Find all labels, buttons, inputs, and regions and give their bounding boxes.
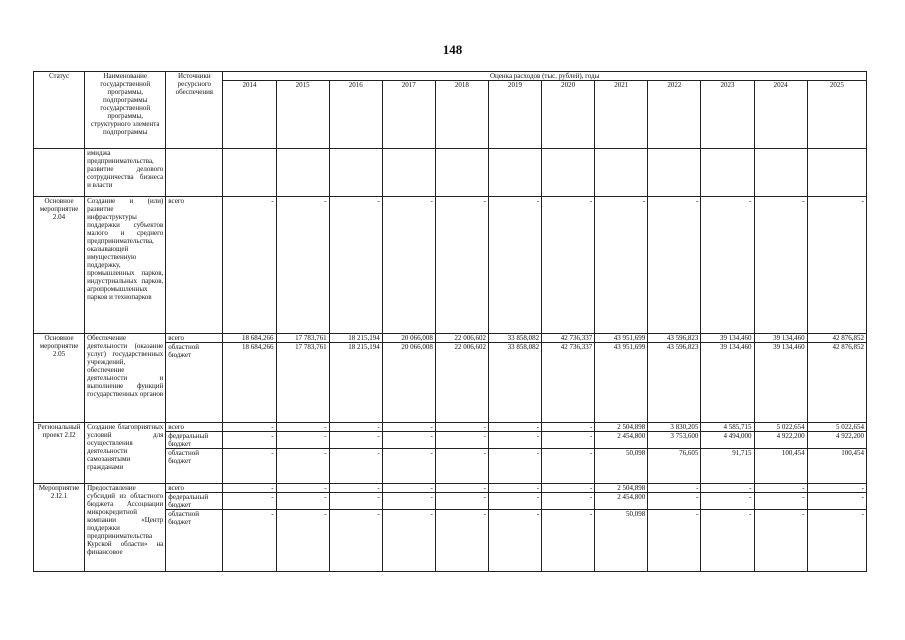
value-cell: 100,454 [754,449,807,484]
value-cell: - [435,197,488,334]
value-cell: 17 783,761 [276,343,329,423]
value-cell: - [701,484,754,493]
header-year: 2021 [595,81,648,149]
value-cell: 50,098 [595,510,648,572]
header-year: 2023 [701,81,754,149]
value-cell: - [276,493,329,510]
value-cell: - [807,484,866,493]
value-cell: - [807,493,866,510]
value-cell: - [276,432,329,449]
value-cell: 4 494,000 [701,432,754,449]
header-row-1 [34,72,867,81]
value-cell: - [595,197,648,334]
value-cell: 22 006,602 [435,343,488,423]
value-cell: - [382,423,435,432]
header-status: Статус [34,72,85,149]
header-year: 2024 [754,81,807,149]
table-row [34,423,867,432]
row-name: Обеспечение деятельности (оказание услуг) государственных учреждений, обеспечение деятельности и выполнение функций государственных органов [85,334,166,423]
row-name: имиджа предпринимательства, развитие делового сотрудничества бизнеса и власти [85,149,166,197]
value-cell: - [223,493,276,510]
value-cell: 5 022,654 [754,423,807,432]
value-cell: - [276,510,329,572]
value-cell: - [648,484,701,493]
row-name: Предоставление субсидий из областного бюджета Ассоциации микрокредитной компании «Центр поддержки предпринимательства Курской области» на финансовое [85,484,166,572]
value-cell: - [382,449,435,484]
value-cell: - [223,197,276,334]
value-cell: - [435,449,488,484]
value-cell: 18 684,266 [223,334,276,343]
value-cell: 39 134,460 [754,343,807,423]
value-cell: - [488,484,541,493]
value-cell: 2 504,898 [595,423,648,432]
value-cell: 43 951,699 [595,334,648,343]
value-cell: - [329,423,382,432]
value-cell: - [542,510,595,572]
value-cell: - [488,197,541,334]
value-cell: 43 596,823 [648,334,701,343]
value-cell: - [542,197,595,334]
row-source: федеральный бюджет [166,493,223,510]
value-cell: - [329,484,382,493]
value-cell: 33 858,082 [488,343,541,423]
value-cell: - [648,493,701,510]
value-cell: - [435,510,488,572]
value-cell: - [701,493,754,510]
value-cell: 42 736,337 [542,334,595,343]
value-cell: 18 215,194 [329,334,382,343]
value-cell: 20 066,008 [382,343,435,423]
value-cell: - [542,449,595,484]
value-cell: - [435,432,488,449]
row-name: Создание благоприятных условий для осуществления деятельности самозанятыми гражданами [85,423,166,484]
header-year: 2018 [435,81,488,149]
value-cell: 2 454,800 [595,432,648,449]
value-cell: - [382,484,435,493]
value-cell: 43 951,699 [595,343,648,423]
value-cell: - [382,197,435,334]
table-row [34,197,867,334]
value-cell: - [542,493,595,510]
value-cell: 4 922,200 [754,432,807,449]
value-cell: - [488,432,541,449]
row-source: федеральный бюджет [166,432,223,449]
value-cell: 42 876,852 [807,343,866,423]
value-cell: - [329,197,382,334]
value-cell: - [754,484,807,493]
value-cell: 2 454,800 [595,493,648,510]
value-cell: - [276,449,329,484]
value-cell: - [382,493,435,510]
row-source: областной бюджет [166,449,223,484]
value-cell: 39 134,460 [754,334,807,343]
value-cell: - [754,197,807,334]
row-source: всего [166,423,223,432]
header-year: 2016 [329,81,382,149]
value-cell: - [329,449,382,484]
header-name: Наименование государственной программы, подпрограммы государственной программы, структурного элемента подпрограммы [85,72,166,149]
value-cell: 4 922,200 [807,432,866,449]
value-cell: - [488,423,541,432]
row-status: Основное мероприятие 2.04 [34,197,85,334]
header-estimate: Оценка расходов (тыс. рублей), годы [223,72,867,81]
row-status [34,149,85,197]
value-cell: - [701,197,754,334]
row-name: Создание и (или) развитие инфраструктуры поддержки субъектов малого и среднего предпринимательства, оказывающей имущественную поддержку, промышленных парков, индустриальных парков, агропромышленных парков и технопарков [85,197,166,334]
value-cell: 2 504,898 [595,484,648,493]
value-cell: 76,605 [648,449,701,484]
header-year: 2019 [488,81,541,149]
value-cell: - [542,423,595,432]
value-cell: 91,715 [701,449,754,484]
value-cell: - [435,493,488,510]
row-status: Основное мероприятие 2.05 [34,334,85,423]
row-source: областной бюджет [166,343,223,423]
value-cell: 50,098 [595,449,648,484]
value-cell: - [807,197,866,334]
value-cell: 39 134,460 [701,343,754,423]
value-cell: 43 596,823 [648,343,701,423]
value-cell: 17 783,761 [276,334,329,343]
row-source: всего [166,484,223,493]
value-cell: 18 215,194 [329,343,382,423]
table-row [34,484,867,493]
value-cell: - [754,493,807,510]
value-cell: 3 753,600 [648,432,701,449]
value-cell: - [382,432,435,449]
value-cell: 39 134,460 [701,334,754,343]
value-cell: - [223,510,276,572]
value-cell: - [648,197,701,334]
header-sources: Источники ресурсного обеспечения [166,72,223,149]
value-cell: - [542,432,595,449]
value-cell: - [435,484,488,493]
value-cell: - [701,510,754,572]
value-cell: 4 585,715 [701,423,754,432]
value-cell: - [276,484,329,493]
value-cell: 100,454 [807,449,866,484]
value-cell: - [223,449,276,484]
value-cell: - [488,510,541,572]
value-cell: - [807,510,866,572]
row-source: всего [166,334,223,343]
row-source: областной бюджет [166,510,223,572]
value-cell: - [329,510,382,572]
value-cell: 42 876,852 [807,334,866,343]
value-cell: - [223,484,276,493]
row-source: всего [166,197,223,334]
value-cell: - [223,423,276,432]
value-cell: 18 684,266 [223,343,276,423]
header-year: 2025 [807,81,866,149]
row-status: Региональный проект 2.I2 [34,423,85,484]
value-cell: - [542,484,595,493]
value-cell: 5 022,654 [807,423,866,432]
header-year: 2022 [648,81,701,149]
header-year: 2017 [382,81,435,149]
header-year: 2014 [223,81,276,149]
budget-table [33,71,867,572]
value-cell: - [329,432,382,449]
table-row [34,334,867,343]
value-cell: - [276,423,329,432]
value-cell: - [488,493,541,510]
table-row [34,149,867,197]
value-cell: - [488,449,541,484]
value-cell: 3 830,205 [648,423,701,432]
value-cell: - [754,510,807,572]
value-cell: 42 736,337 [542,343,595,423]
value-cell: 22 006,602 [435,334,488,343]
value-cell: - [329,493,382,510]
page-number: 148 [442,42,463,57]
row-status: Мероприятие 2.I2.1 [34,484,85,572]
value-cell: - [223,432,276,449]
value-cell: - [435,423,488,432]
value-cell: - [382,510,435,572]
value-cell: - [276,197,329,334]
value-cell: 20 066,008 [382,334,435,343]
value-cell: 33 858,082 [488,334,541,343]
header-year: 2015 [276,81,329,149]
header-year: 2020 [542,81,595,149]
value-cell: - [648,510,701,572]
